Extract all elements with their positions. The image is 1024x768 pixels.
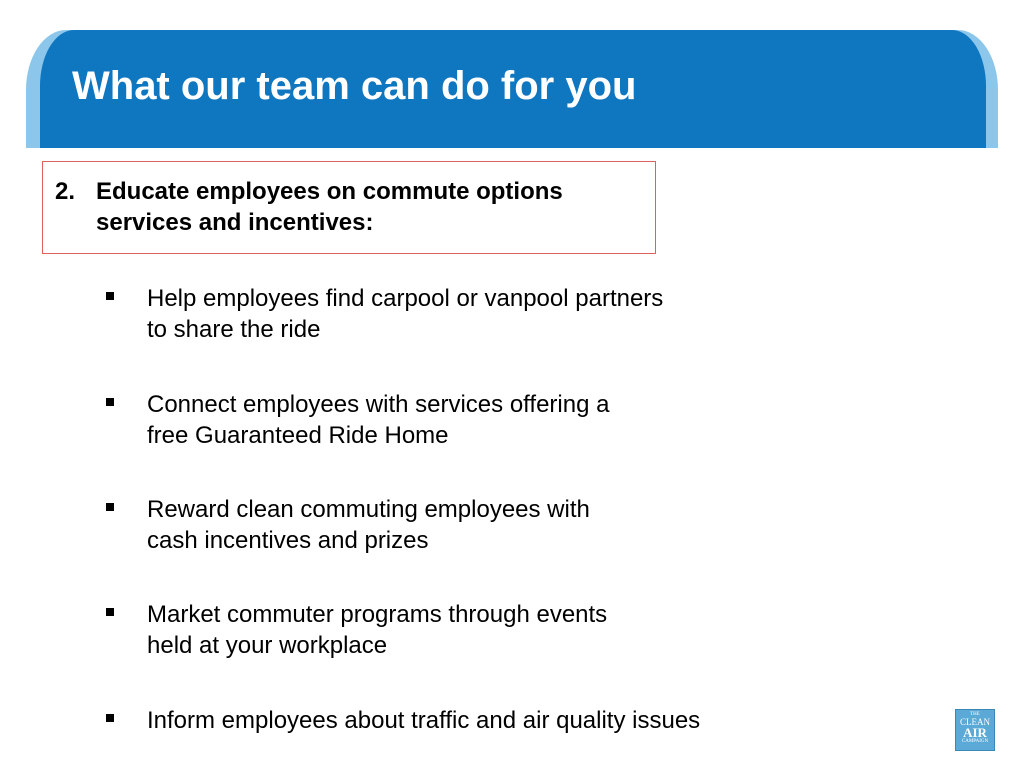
bullet-text (147, 599, 607, 661)
bullet-marker-icon (106, 292, 114, 300)
bullet-line: to share the ride (147, 316, 321, 343)
item-number: 2. (55, 178, 76, 205)
item-heading-line: services and incentives: (96, 209, 374, 236)
bullet-line: Reward clean commuting employees with (147, 496, 590, 523)
bullet-line: Inform employees about traffic and air quality issues (147, 707, 701, 734)
bullet-text (147, 705, 700, 736)
bullet-line: Help employees find carpool or vanpool partners (147, 285, 664, 312)
item-heading-line: Educate employees on commute options (96, 178, 563, 205)
bullet-text (147, 494, 590, 556)
bullet-marker-icon (106, 714, 114, 722)
bullet-line: held at your workplace (147, 632, 388, 659)
bullet-marker-icon (106, 398, 114, 406)
logo-text: THE (970, 712, 980, 717)
clean-air-campaign-logo (955, 709, 995, 751)
bullet-marker-icon (106, 503, 114, 511)
bullet-marker-icon (106, 608, 114, 616)
logo-text: CAMPAIGN (961, 739, 989, 744)
logo-text: CLEAN (960, 717, 990, 727)
slide-title: What our team can do for you (72, 64, 637, 108)
bullet-line: Connect employees with services offering a (147, 391, 610, 418)
bullet-text (147, 283, 663, 345)
logo-text: AIR (963, 725, 987, 740)
bullet-line: Market commuter programs through events (147, 601, 608, 628)
bullet-text (147, 389, 609, 451)
bullet-line: cash incentives and prizes (147, 527, 429, 554)
bullet-line: free Guaranteed Ride Home (147, 422, 449, 449)
